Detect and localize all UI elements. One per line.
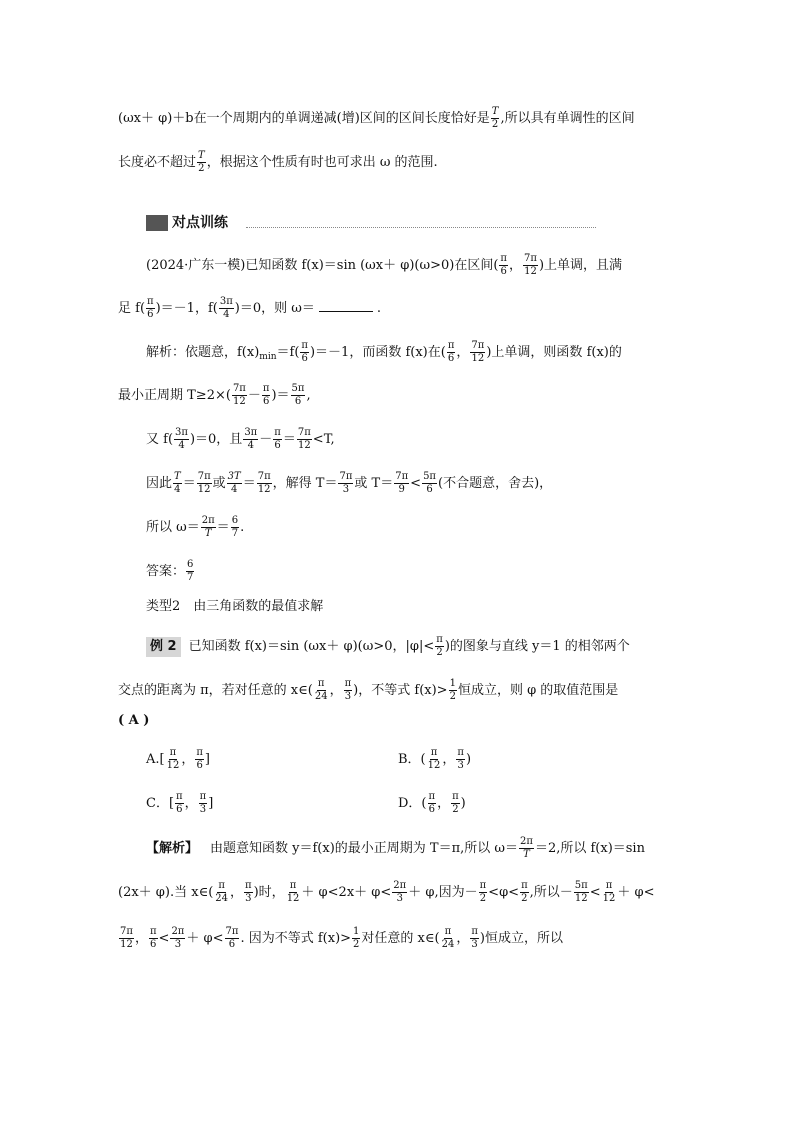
fraction	[231, 515, 239, 540]
fraction	[219, 296, 234, 321]
fraction-denominator: 12	[197, 484, 211, 495]
fraction-denominator: 7	[187, 572, 194, 583]
fraction-numerator: 3T	[227, 471, 241, 482]
text-segment: 又 f(	[146, 432, 174, 447]
fraction-denominator: 6	[426, 484, 433, 495]
text-segment: 最小正周期 T≥2×(	[118, 388, 231, 403]
fraction-numerator: 5π	[423, 471, 436, 482]
fraction-numerator: 2π	[393, 880, 407, 891]
fraction-denominator: T	[523, 849, 530, 860]
fraction	[314, 678, 329, 703]
fraction-numerator: π	[444, 926, 452, 937]
fraction	[195, 747, 204, 772]
text-segment: <	[589, 885, 601, 900]
fraction	[300, 340, 309, 365]
fraction	[441, 926, 456, 951]
fraction-numerator: 3π	[244, 427, 258, 438]
fraction-numerator: π	[218, 880, 225, 891]
text-segment: 或	[212, 476, 226, 491]
fraction-numerator: π	[436, 634, 443, 645]
fraction-denominator: 12	[602, 893, 616, 904]
fraction	[232, 383, 247, 408]
fraction	[170, 926, 185, 951]
text-segment: <	[410, 476, 422, 491]
fraction-denominator: 3	[396, 893, 403, 904]
fraction	[479, 880, 488, 905]
text-segment: 足 f(	[118, 301, 146, 316]
fraction-denominator: 24	[314, 691, 328, 702]
fraction-denominator: 24	[215, 893, 229, 904]
fraction-denominator: 3	[174, 939, 182, 950]
fraction-numerator: π	[199, 791, 207, 802]
answer-blank	[319, 299, 373, 312]
text-segment: (2x＋ φ).当 x∈(	[118, 885, 214, 900]
fraction	[243, 427, 258, 452]
fraction-numerator: T	[491, 106, 499, 117]
fraction-numerator: π	[344, 678, 352, 689]
fraction-denominator: 12	[524, 266, 537, 277]
fraction	[602, 880, 617, 905]
fraction	[225, 926, 240, 951]
text-segment: )＝－1，而函数 f(x)在(	[309, 345, 446, 360]
text-segment: )恒成立，所以	[479, 931, 563, 946]
fraction	[491, 106, 500, 131]
fraction	[199, 791, 208, 816]
fraction-denominator: 2	[449, 691, 456, 702]
text-segment: ，	[329, 683, 343, 698]
fraction	[262, 383, 271, 408]
fraction	[456, 747, 465, 772]
fraction-denominator: 12	[120, 939, 133, 950]
fraction-denominator: 6	[274, 440, 281, 451]
fraction	[428, 791, 437, 816]
text-segment: )上单调，则函数 f(x)的	[486, 345, 622, 360]
fraction-numerator: π	[245, 880, 252, 891]
fraction-denominator: 6	[500, 266, 507, 277]
fraction-denominator: 6	[150, 939, 157, 950]
text-segment: ,所以－	[529, 885, 573, 900]
fraction	[427, 747, 442, 772]
text-segment: ＋ φ,因为－	[408, 885, 478, 900]
text-segment: 所以 ω＝	[146, 520, 200, 535]
fraction-numerator: π	[447, 340, 455, 351]
text-segment: <φ<	[488, 885, 520, 900]
fraction-numerator: π	[457, 747, 464, 758]
option-c: C．[ $\frac{\pi}{6}$ ， $\frac{\pi}{3}$ ]	[146, 791, 214, 815]
text-segment: )＝0，且	[189, 432, 243, 447]
fraction-numerator: 7π	[297, 427, 311, 438]
text-segment: 已知函数 f(x)＝sin (ωx＋ φ)(ω>0，|φ|<	[188, 639, 435, 654]
fraction	[214, 880, 229, 905]
fraction	[470, 926, 479, 951]
fraction-numerator: 3π	[219, 296, 233, 307]
option-a: A.[ $\frac{\pi}{12}$ ， $\frac{\pi}{6}$ ]	[146, 747, 210, 771]
text-segment: ，	[456, 931, 470, 946]
text-segment: ，解得 T＝	[272, 476, 338, 491]
fraction-numerator: π	[605, 880, 613, 891]
fraction	[175, 791, 184, 816]
fraction	[227, 471, 242, 496]
text-segment: )	[460, 796, 466, 811]
fraction-numerator: 2π	[520, 836, 533, 847]
fraction-denominator: 6	[176, 804, 183, 815]
text-segment: 答案：	[146, 564, 186, 579]
answer-choice: ( A )	[118, 713, 150, 728]
solution-line-3	[146, 427, 335, 452]
fraction-numerator: T	[198, 150, 205, 161]
fraction-denominator: 12	[427, 760, 441, 771]
intro-line-1	[118, 106, 635, 131]
fraction-denominator: 6	[447, 353, 455, 364]
problem-line-1	[146, 253, 622, 278]
fraction-denominator: 12	[286, 893, 300, 904]
fraction-denominator: 4	[178, 440, 185, 451]
fraction-denominator: 4	[223, 309, 230, 320]
fraction	[201, 515, 216, 540]
fraction-denominator: 3	[342, 484, 350, 495]
fraction	[257, 471, 272, 496]
fraction-numerator: π	[289, 880, 297, 891]
fraction	[344, 678, 353, 703]
text-segment: B．(	[398, 752, 426, 767]
fraction	[338, 471, 353, 496]
text-segment: ，	[508, 258, 522, 273]
example-line-1	[146, 634, 630, 659]
fraction-denominator: 12	[166, 760, 180, 771]
analysis-line-1	[146, 836, 645, 861]
solution-line-2	[118, 383, 311, 408]
text-segment: )的图象与直线 y＝1 的相邻两个	[444, 639, 630, 654]
fraction-denominator: 12	[471, 353, 485, 364]
fraction-denominator: 6	[147, 309, 154, 320]
fraction-numerator: 6	[231, 515, 239, 526]
fraction-numerator: π	[196, 747, 203, 758]
fraction-numerator: π	[428, 791, 436, 802]
fraction-denominator: 7	[231, 528, 239, 539]
fraction-denominator: 6	[228, 939, 236, 950]
fraction	[435, 634, 444, 659]
text-segment: ＝	[282, 432, 296, 447]
fraction-denominator: 6	[301, 353, 308, 364]
fraction-numerator: π	[479, 880, 487, 891]
fraction	[286, 880, 301, 905]
fraction-numerator: 5π	[574, 880, 588, 891]
fraction	[186, 559, 194, 584]
option-b: B．( $\frac{\pi}{12}$ ， $\frac{\pi}{3}$ )	[398, 747, 472, 771]
text-segment: . 因为不等式 f(x)>	[240, 931, 352, 946]
fraction-denominator: 12	[257, 484, 271, 495]
fraction	[352, 926, 360, 951]
text-segment: )，不等式 f(x)>	[353, 683, 448, 698]
fraction-numerator: π	[521, 880, 528, 891]
fraction	[499, 253, 508, 278]
text-segment: 对任意的 x∈(	[361, 931, 440, 946]
text-segment: )＝－1，f(	[155, 301, 218, 316]
text-segment: 或 T＝	[354, 476, 394, 491]
text-segment: ＋ φ<2x＋ φ<	[301, 885, 392, 900]
example-line-2	[118, 678, 618, 703]
fraction-denominator: 3	[457, 760, 464, 771]
text-segment: ]	[204, 752, 210, 767]
fraction	[422, 471, 437, 496]
text-segment: ＝	[216, 520, 230, 535]
fraction	[449, 678, 457, 703]
heading-divider	[246, 227, 596, 228]
fraction	[197, 150, 206, 175]
fraction-numerator: 7π	[339, 471, 353, 482]
text-segment: .	[240, 520, 245, 535]
fraction-denominator: 3	[344, 691, 352, 702]
analysis-label: 【解析】	[146, 841, 199, 856]
text-segment: )＝	[271, 388, 290, 403]
fraction-numerator: 2π	[201, 515, 215, 526]
text-segment: )时，	[253, 885, 285, 900]
analysis-line-2	[118, 880, 655, 905]
fraction-denominator: 4	[247, 440, 254, 451]
fraction-denominator: 6	[262, 396, 270, 407]
solution-line-4	[146, 471, 552, 496]
text-segment: ＋ φ<	[617, 885, 655, 900]
text-segment: .	[376, 301, 381, 316]
text-segment: ，根据这个性质有时也可求出 ω 的范围.	[206, 155, 438, 170]
fraction-denominator: 24	[441, 939, 455, 950]
text-segment: 恒成立，则 φ 的取值范围是	[457, 683, 619, 698]
fraction-numerator: 1	[353, 926, 360, 937]
fraction-denominator: T	[204, 528, 212, 539]
fraction-denominator: 2	[198, 163, 205, 174]
fraction-denominator: 6	[294, 396, 302, 407]
fraction-numerator: 6	[187, 559, 194, 570]
text-segment: )上单调，且满	[538, 258, 623, 273]
fraction	[149, 926, 158, 951]
fraction-denominator: 6	[428, 804, 435, 815]
fraction-denominator: 2	[479, 893, 487, 904]
text-segment: (不合题意，舍去)，	[438, 476, 553, 491]
fraction-denominator: 2	[521, 893, 528, 904]
text-segment: 长度必不超过	[118, 155, 197, 170]
text-segment: <	[158, 931, 170, 946]
fraction-denominator: 2	[353, 939, 360, 950]
intro-line-2	[118, 150, 438, 175]
fraction	[574, 880, 589, 905]
text-segment: ,所以具有单调性的区间	[500, 111, 635, 126]
fraction	[297, 427, 312, 452]
fraction-denominator: 6	[196, 760, 203, 771]
fraction	[520, 880, 529, 905]
text-segment: ＝2,所以 f(x)＝sin	[534, 841, 645, 856]
fraction-denominator: 9	[398, 484, 405, 495]
fraction-numerator: 7π	[197, 471, 211, 482]
fraction-denominator: 12	[233, 396, 246, 407]
fraction-numerator: π	[301, 340, 308, 351]
text-segment: A.[	[146, 752, 165, 767]
text-segment: (ωx＋ φ)＋b在一个周期内的单调递减(增)区间的区间长度恰好是	[118, 111, 490, 126]
fraction-numerator: π	[262, 383, 270, 394]
fraction-numerator: 7π	[471, 340, 485, 351]
analysis-line-3	[118, 926, 563, 951]
text-segment: 由题意知函数 y＝f(x)的最小正周期为 T＝π,所以 ω＝	[210, 841, 518, 856]
text-segment: ，	[134, 931, 148, 946]
text-segment: D．(	[398, 796, 427, 811]
fraction-numerator: 7π	[225, 926, 239, 937]
text-segment: (2024·广东一模)已知函数 f(x)＝sin (ωx＋ φ)(ω>0)在区间(	[146, 258, 499, 273]
text-segment: －	[247, 388, 261, 403]
type-heading: 类型2 由三角函数的最值求解	[146, 599, 324, 614]
fraction-denominator: 12	[297, 440, 311, 451]
fraction-denominator: 3	[471, 939, 478, 950]
fraction-numerator: 7π	[232, 383, 246, 394]
fraction-numerator: T	[174, 471, 181, 482]
fraction-numerator: π	[500, 253, 507, 264]
section-title: 对点训练	[172, 215, 228, 231]
fraction-numerator: 7π	[120, 926, 133, 937]
fraction-denominator: 2	[436, 647, 443, 658]
fraction-numerator: 7π	[395, 471, 409, 482]
fraction-denominator: 4	[174, 484, 181, 495]
fraction-denominator: 2	[491, 119, 499, 130]
fraction	[273, 427, 282, 452]
solution-line-5	[146, 515, 244, 540]
text-segment: 解析：依题意，f(x)	[146, 345, 260, 360]
text-segment: ＝f(	[276, 345, 300, 360]
option-d: D．( $\frac{\pi}{6}$ ， $\frac{\pi}{2}$ )	[398, 791, 466, 815]
fraction	[447, 340, 456, 365]
fraction	[523, 253, 538, 278]
text-segment: ]	[208, 796, 214, 811]
text-segment: 因此	[146, 476, 173, 491]
fraction	[166, 747, 181, 772]
fraction-numerator: 3π	[175, 427, 188, 438]
fraction	[392, 880, 407, 905]
fraction	[146, 296, 155, 321]
fraction-numerator: 7π	[524, 253, 537, 264]
text-segment: min	[259, 352, 277, 362]
fraction-denominator: 3	[245, 893, 252, 904]
text-segment: )＝0，则 ω＝	[234, 301, 315, 316]
fraction	[470, 340, 485, 365]
text-segment: ,	[306, 388, 311, 403]
text-segment: )	[465, 752, 472, 767]
fraction-numerator: 1	[449, 678, 456, 689]
fraction-denominator: 3	[199, 804, 207, 815]
text-segment: －	[259, 432, 273, 447]
fraction	[197, 471, 212, 496]
fraction	[173, 471, 182, 496]
text-segment: ＋ φ<	[186, 931, 224, 946]
fraction-numerator: 5π	[291, 383, 305, 394]
text-segment: ，	[230, 885, 244, 900]
fraction-numerator: π	[169, 747, 177, 758]
text-segment: ＝	[182, 476, 196, 491]
fraction	[451, 791, 460, 816]
fraction-numerator: π	[149, 926, 157, 937]
fraction	[244, 880, 253, 905]
fraction-numerator: π	[176, 791, 183, 802]
fraction	[519, 836, 534, 861]
fraction-numerator: π	[274, 427, 281, 438]
fraction-numerator: π	[452, 791, 459, 802]
fraction	[291, 383, 306, 408]
fraction-numerator: π	[430, 747, 438, 758]
solution-line-1: 解析：依题意，$f(x)_{min}=f$( $\frac{\pi}{6}$ )＝－1，而函数 f(x)在( $\frac{\pi}{6}$ ， $\frac{7\pi}{12}$ )上单调，则函数 f(x)的	[146, 340, 622, 364]
text-segment: 交点的距离为 π，若对任意的 x∈(	[118, 683, 313, 698]
fraction-denominator: 4	[230, 484, 238, 495]
fraction-numerator: 7π	[257, 471, 271, 482]
fraction	[119, 926, 134, 951]
text-segment: C．[	[146, 796, 175, 811]
text-segment: <T,	[312, 432, 335, 447]
problem-line-2	[118, 296, 381, 321]
fraction-denominator: 12	[574, 893, 588, 904]
fraction-numerator: π	[147, 296, 154, 307]
text-segment: ＝	[242, 476, 256, 491]
fraction-numerator: π	[471, 926, 478, 937]
fraction	[174, 427, 189, 452]
heading-bar-icon	[146, 215, 168, 231]
section-heading	[146, 213, 596, 233]
fraction-denominator: 2	[452, 804, 459, 815]
fraction-numerator: 2π	[171, 926, 185, 937]
example-badge: 例 2	[146, 637, 181, 657]
fraction	[394, 471, 409, 496]
answer-line	[146, 559, 195, 584]
fraction-numerator: π	[317, 678, 325, 689]
